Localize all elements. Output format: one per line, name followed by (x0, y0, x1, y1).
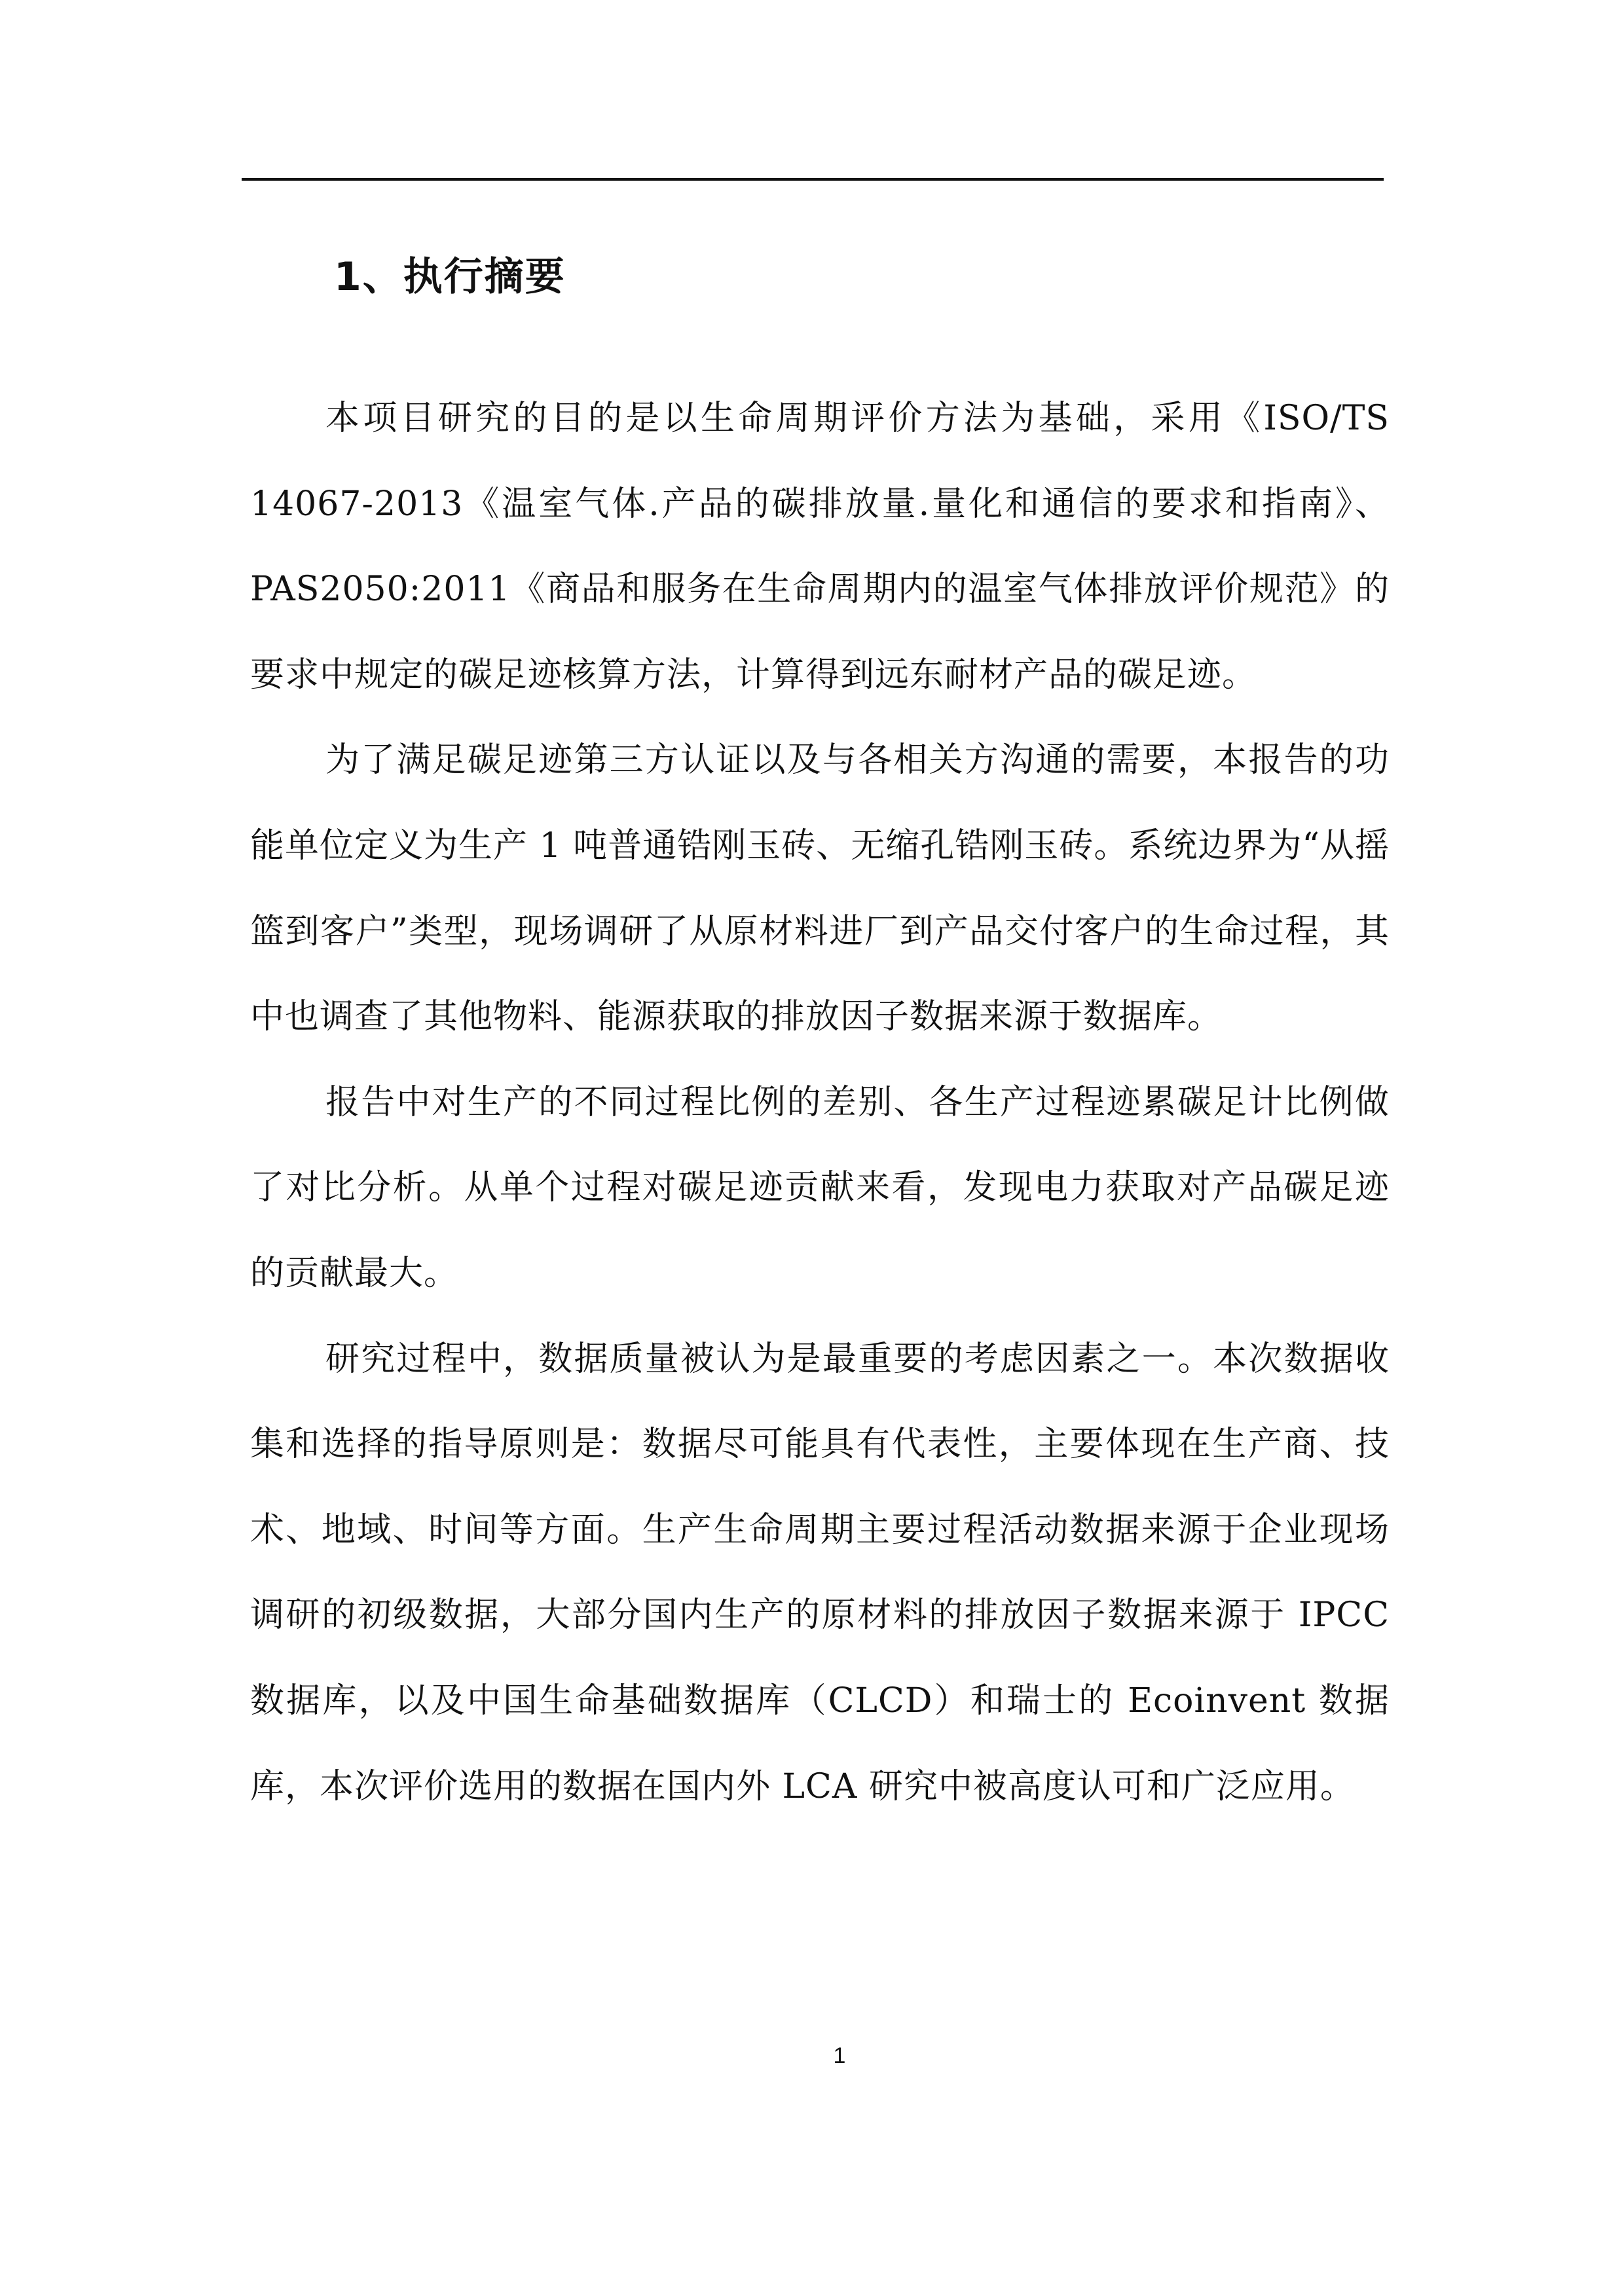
paragraph-data-quality: 研究过程中，数据质量被认为是最重要的考虑因素之一。本次数据收集和选择的指导原则是：数据尽可能具有代表性，主要体现在生产商、技术、地域、时间等方面。生产生命周期主要过程活动数据来源于企业现场调研的初级数据，大部分国内生产的原材料的排放因子数据来源于 IPCC 数据库，以及中国生命基础数据库（CLCD）和瑞士的 Ecoinvent 数据库，本次评价选用的数据在国内外 LCA 研究中被高度认可和广泛应用。 (250, 1339, 1390, 1806)
header-rule (242, 178, 1384, 181)
section-heading: 1、执行摘要 (334, 254, 566, 300)
paragraph-analysis: 报告中对生产的不同过程比例的差别、各生产过程迹累碳足计比例做了对比分析。从单个过程对碳足迹贡献来看，发现电力获取对产品碳足迹的贡献最大。 (250, 1082, 1390, 1293)
page-number: 1 (833, 2043, 846, 2068)
paragraph-purpose: 本项目研究的目的是以生命周期评价方法为基础，采用《ISO/TS 14067-2013《温室气体.产品的碳排放量.量化和通信的要求和指南》、PAS2050:2011《商品和服务在生命周期内的温室气体排放评价规范》的要求中规定的碳足迹核算方法，计算得到远东耐材产品的碳足迹。 (250, 399, 1390, 695)
paragraph-functional-unit: 为了满足碳足迹第三方认证以及与各相关方沟通的需要，本报告的功能单位定义为生产 1 吨普通锆刚玉砖、无缩孔锆刚玉砖。系统边界为“从摇篮到客户”类型，现场调研了从原材料进厂到产品交付客户的生命过程，其中也调查了其他物料、能源获取的排放因子数据来源于数据库。 (250, 740, 1390, 1037)
body-text (250, 376, 1390, 1829)
